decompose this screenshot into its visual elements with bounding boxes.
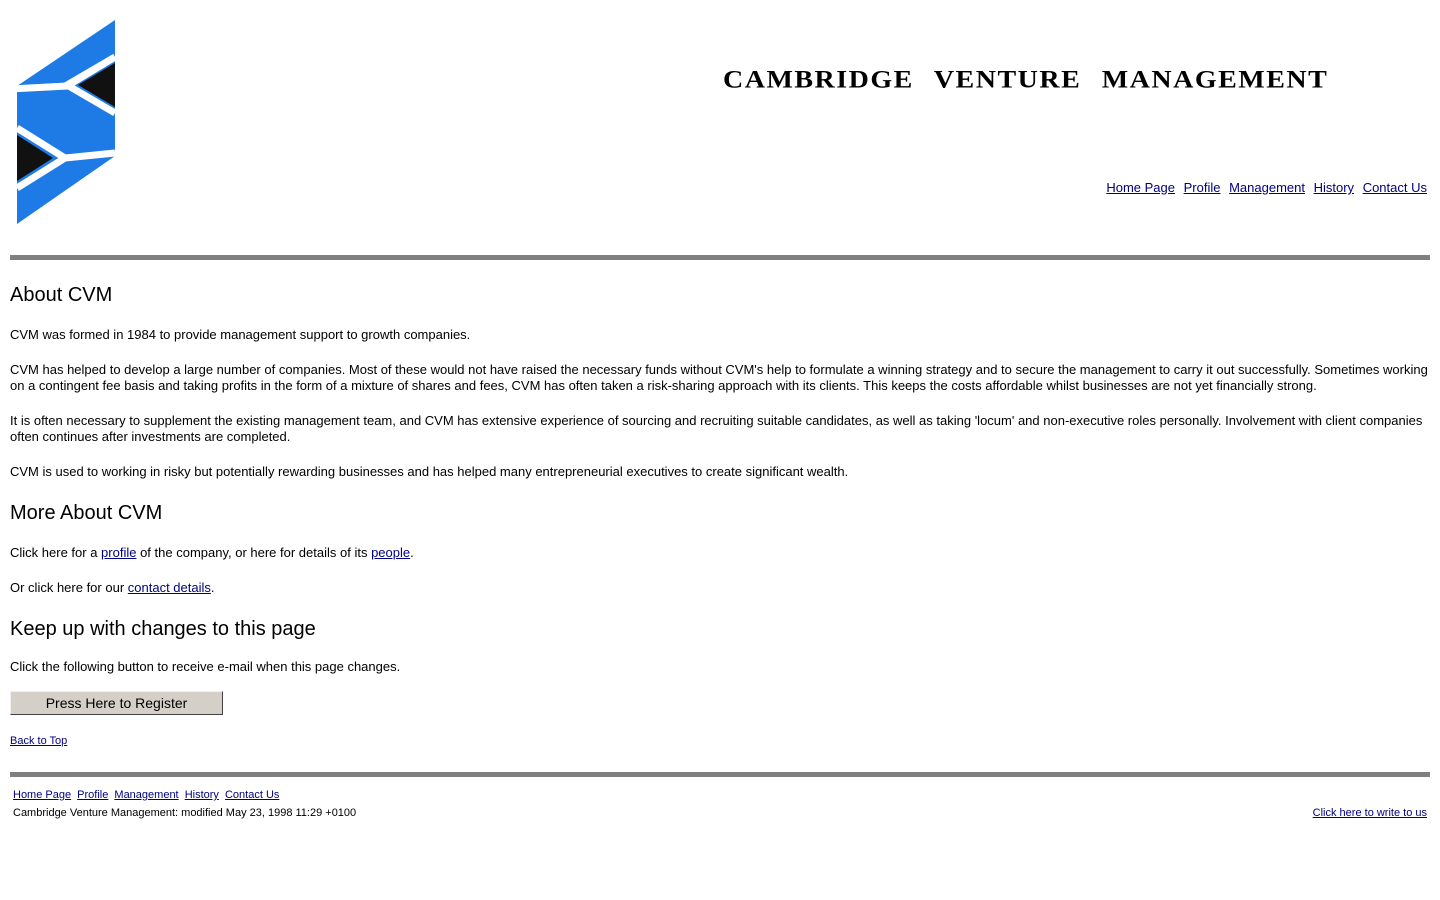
footer-nav-history[interactable]: History	[184, 789, 219, 801]
text: Click here for a	[10, 545, 102, 560]
cvm-logo	[15, 18, 119, 228]
paragraph: CVM is used to working in risky but potentially rewarding businesses and has helped many entrepreneurial executives to create significant wealth.	[10, 464, 849, 479]
main-content	[10, 284, 1430, 747]
text: .	[410, 545, 414, 560]
divider	[10, 772, 1430, 777]
profile-link[interactable]: profile	[101, 545, 137, 560]
paragraph: CVM was formed in 1984 to provide management support to growth companies.	[10, 327, 471, 342]
nav-history[interactable]: History	[1313, 180, 1355, 195]
text: of the company, or here for details of its	[136, 545, 372, 560]
modified-date: Cambridge Venture Management: modified May 23, 1998 11:29 +0100	[13, 807, 357, 819]
back-to-top-link[interactable]: Back to Top	[10, 735, 68, 747]
heading-about: About CVM	[10, 284, 113, 306]
paragraph: CVM has helped to develop a large number of companies. Most of these would not have raised the necessary funds without CVM's help to formulate a winning strategy and to secure the management to carry it out successfully. Sometimes working on a contingent fee basis and taking profits in the form of a mixture of shares and fees, CVM has often taken a risk-sharing approach with its clients. This keeps the costs affordable whilst businesses are not yet financially strong.	[10, 362, 1428, 393]
register-button[interactable]: Press Here to Register	[10, 691, 223, 715]
footer-nav-contact-us[interactable]: Contact Us	[224, 789, 280, 801]
text: .	[210, 580, 215, 595]
paragraph-more	[10, 545, 1430, 561]
paragraph: Click the following button to receive e-mail when this page changes.	[10, 659, 401, 674]
write-to-us-link[interactable]: Click here to write to us	[1312, 807, 1427, 819]
site-title: CAMBRIDGE VENTURE MANAGEMENT	[723, 65, 1329, 94]
heading-keep-up: Keep up with changes to this page	[10, 618, 316, 640]
nav-contact-us[interactable]: Contact Us	[1362, 180, 1427, 195]
text: Or click here for our	[10, 580, 128, 595]
heading-more-about: More About CVM	[10, 502, 163, 524]
footer-nav-management[interactable]: Management	[114, 789, 179, 801]
top-nav	[1101, 180, 1427, 195]
paragraph-contact	[10, 580, 1430, 596]
contact-details-link[interactable]: contact details	[127, 580, 211, 595]
nav-management[interactable]: Management	[1229, 180, 1305, 195]
footer-nav-home-page[interactable]: Home Page	[13, 789, 72, 801]
people-link[interactable]: people	[371, 545, 411, 560]
paragraph: It is often necessary to supplement the existing management team, and CVM has extensive experience of sourcing and recruiting suitable candidates, as well as taking 'locum' and non-executive roles personally. Involvement with client companies often continues after investments are completed.	[10, 413, 1423, 444]
nav-home-page[interactable]: Home Page	[1106, 180, 1175, 195]
nav-profile[interactable]: Profile	[1183, 180, 1221, 195]
footer-nav-profile[interactable]: Profile	[77, 789, 109, 801]
footer-nav	[13, 789, 282, 801]
divider	[10, 255, 1430, 260]
